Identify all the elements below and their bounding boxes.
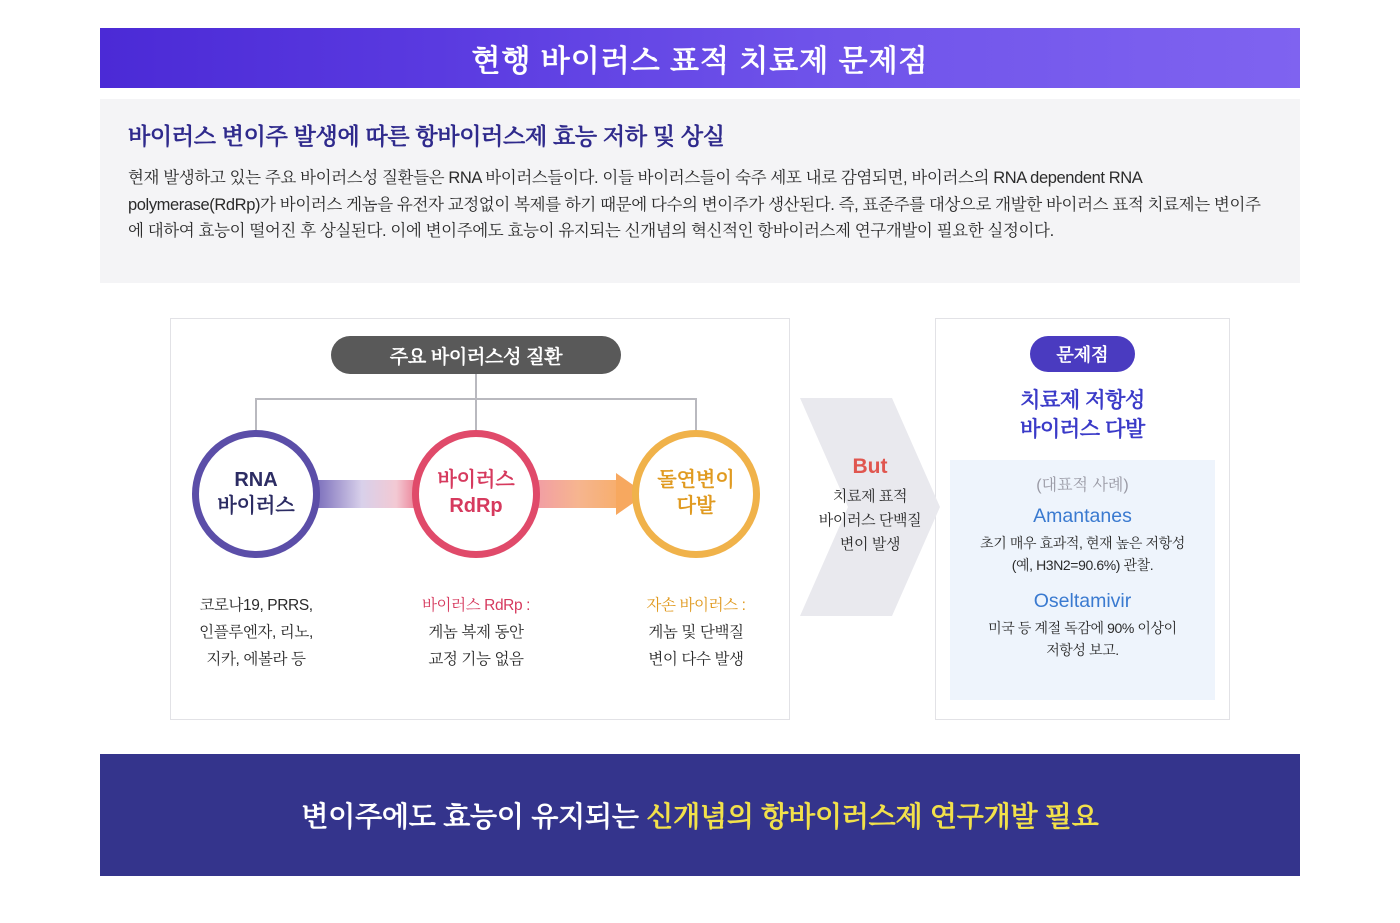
but-sub-line2: 바이러스 단백질	[818, 512, 922, 529]
drug-desc-oseltamivir	[950, 618, 1215, 661]
caption-mutation	[601, 592, 791, 673]
caption-mutation-line1: 게놈 및 단백질	[648, 624, 744, 642]
diagram-top-label-text: 주요 바이러스성 질환	[389, 346, 563, 368]
drug-desc-amantanes-line1: 초기 매우 효과적, 현재 높은 저항성	[980, 535, 1185, 551]
caption-rdrp-line1: 게놈 복제 동안	[428, 624, 524, 642]
node-rna-virus-line1: RNA	[234, 469, 278, 492]
caption-rdrp-line2: 교정 기능 없음	[428, 651, 524, 669]
problem-headline-line1: 치료제 저항성	[1020, 389, 1145, 412]
but-sub-line3: 변이 발생	[839, 536, 901, 553]
but-label: But	[852, 455, 888, 478]
node-virus-rdrp-line1: 바이러스	[437, 469, 515, 492]
intro-body: 현재 발생하고 있는 주요 바이러스성 질환들은 RNA 바이러스들이다. 이들 바이러스들이 숙주 세포 내로 감염되면, 바이러스의 RNA dependent RNA polymerase(RdRp)가 바이러스 게놈을 유전자 교정없이 복제를 하기 때문에 다수의 변이주가 생산된다. 즉, 표준주를 대상으로 개발한 바이러스 표적 치료제는 변이주에 대하여 효능이 떨어진 후 상실된다. 이에 변이주에도 효능이 유지되는 신개념의 혁신적인 항바이러스제 연구개발이 필요한 실정이다.	[128, 169, 1261, 241]
problem-badge	[1030, 336, 1135, 372]
but-callout	[800, 455, 940, 557]
caption-rdrp-head: 바이러스 RdRp :	[421, 597, 531, 614]
caption-rna-line3: 지카, 에볼라 등	[206, 651, 306, 669]
but-sub-line1: 치료제 표적	[832, 488, 908, 505]
drug-name-oseltamivir: Oseltamivir	[1033, 590, 1132, 613]
caption-mutation-head: 자손 바이러스 :	[646, 597, 746, 614]
node-mutation-line2: 다발	[676, 495, 716, 517]
footer-banner	[100, 754, 1300, 876]
drug-desc-oseltamivir-line2: 저항성 보고.	[1046, 642, 1119, 659]
connector-vertical-2	[475, 398, 477, 430]
node-virus-rdrp	[412, 430, 540, 558]
node-rna-virus-line2: 바이러스	[217, 495, 295, 517]
node-virus-rdrp-line2: RdRp	[449, 495, 503, 517]
caption-rna-virus	[161, 592, 351, 673]
intro-title: 바이러스 변이주 발생에 따른 항바이러스제 효능 저하 및 상실	[128, 123, 725, 149]
connector-vertical-3	[695, 398, 697, 430]
problem-headline	[935, 386, 1230, 445]
intro-section	[100, 99, 1300, 283]
diagram-top-label	[331, 336, 621, 374]
flow-bar-1	[310, 480, 425, 508]
drug-desc-oseltamivir-line1: 미국 등 계절 독감에 90% 이상이	[988, 620, 1177, 637]
flow-arrow-body	[530, 480, 618, 508]
footer-text-highlight: 신개념의 항바이러스제 연구개발 필요	[646, 801, 1099, 832]
example-box	[950, 460, 1215, 700]
node-mutation	[632, 430, 760, 558]
footer-text	[301, 795, 1098, 835]
problem-headline-line2: 바이러스 다발	[1020, 418, 1145, 442]
footer-text-part1: 변이주에도 효능이 유지되는	[301, 801, 647, 832]
header-banner	[100, 28, 1300, 88]
node-rna-virus	[192, 430, 320, 558]
page-title: 현행 바이러스 표적 치료제 문제점	[471, 45, 929, 78]
connector-vertical-1	[255, 398, 257, 430]
connector-vertical-main	[475, 374, 477, 398]
drug-desc-amantanes-line2: (예, H3N2=90.6%) 관찰.	[1011, 556, 1154, 573]
drug-name-amantanes: Amantanes	[1033, 505, 1132, 527]
example-label: (대표적 사례)	[1036, 477, 1129, 494]
node-mutation-line1: 돌연변이	[657, 469, 735, 492]
problem-badge-label: 문제점	[1056, 345, 1109, 365]
caption-mutation-line2: 변이 다수 발생	[648, 651, 744, 669]
caption-virus-rdrp	[381, 592, 571, 673]
drug-desc-amantanes	[950, 533, 1215, 576]
caption-rna-line1: 코로나19, PRRS,	[199, 597, 313, 614]
caption-rna-line2: 인플루엔자, 리노,	[199, 624, 313, 642]
